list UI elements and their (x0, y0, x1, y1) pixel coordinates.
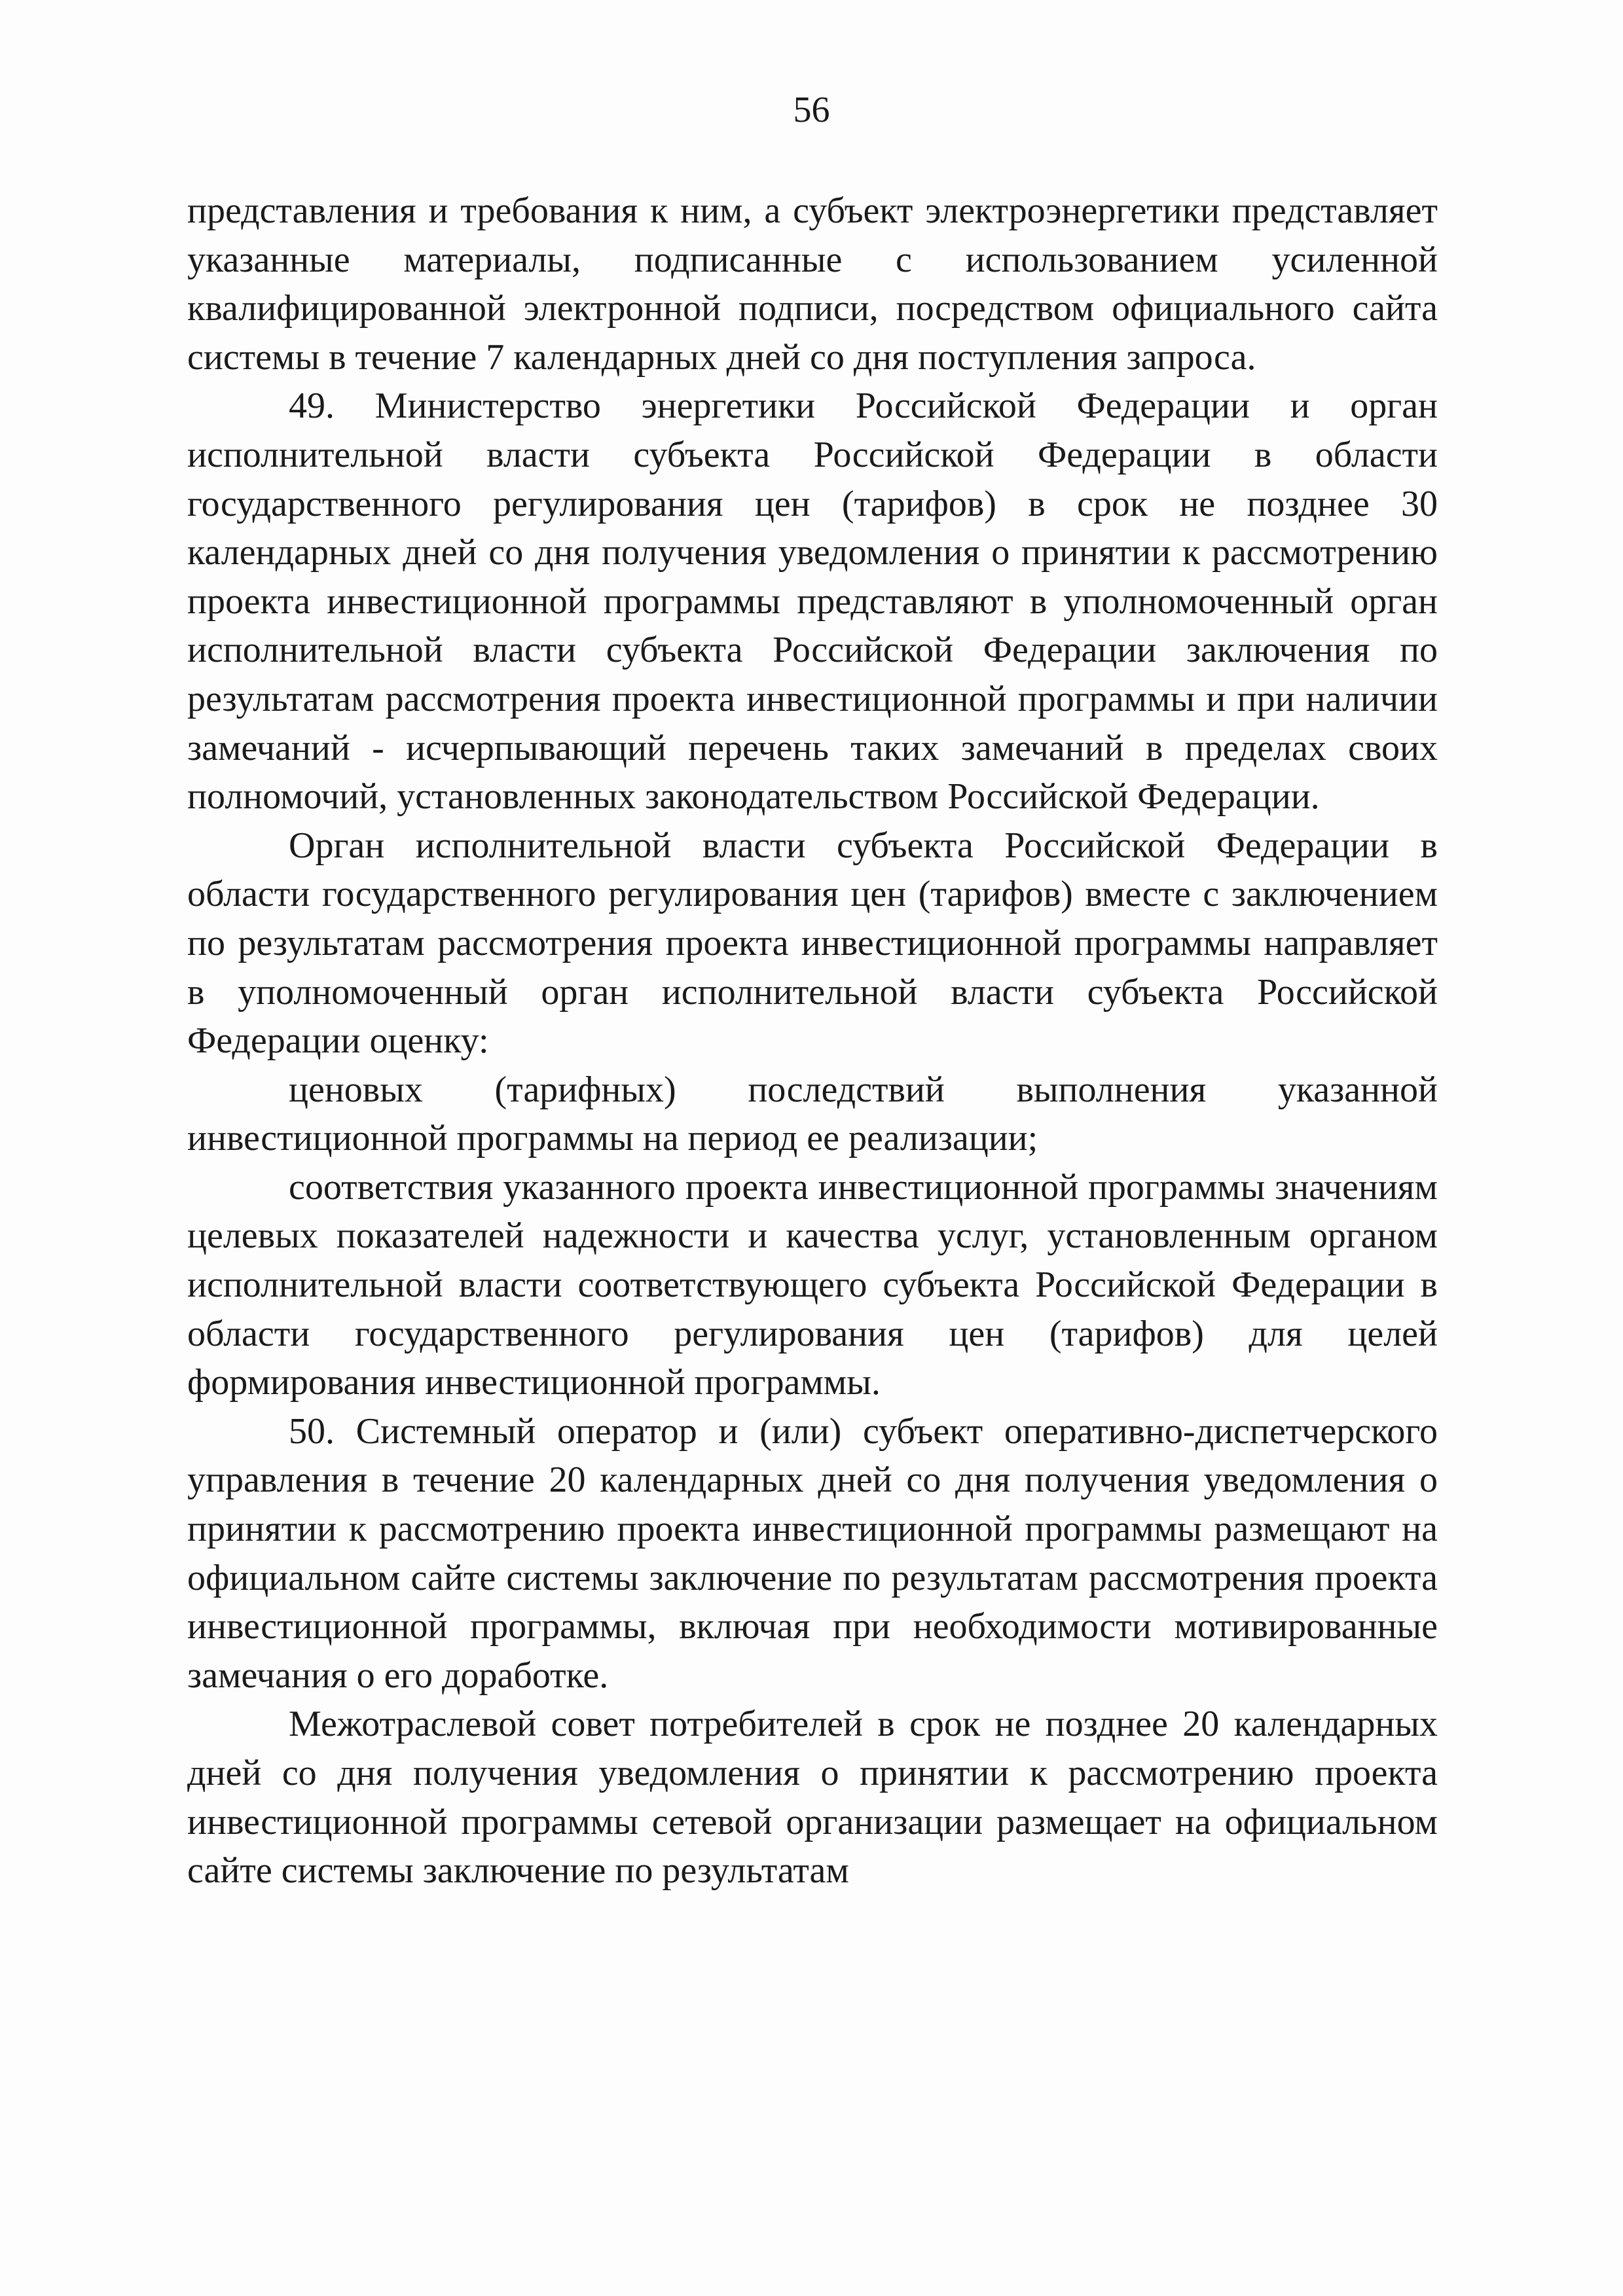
paragraph-item-50: 50. Системный оператор и (или) субъект оперативно-диспетчерского управления в течение 20 календарных дней со дня получения уведомления о принятии к рассмотрению проекта инвестиционной программы размещают на официальном сайте системы заключение по результатам рассмотрения проекта инвестиционной программы, включая при необходимости мотивированные замечания о его доработке. (187, 1410, 1438, 1696)
paragraph-item-49: 49. Министерство энергетики Российской Федерации и орган исполнительной власти субъекта Российской Федерации в области государственного регулирования цен (тарифов) в срок не позднее 30 календарных дней со дня получения уведомления о принятии к рассмотрению проекта инвестиционной программы представляют в уполномоченный орган исполнительной власти субъекта Российской Федерации заключения по результатам рассмотрения проекта инвестиционной программы и при наличии замечаний - исчерпывающий перечень таких замечаний в пределах своих полномочий, установленных законодательством Российской Федерации. (187, 386, 1438, 817)
paragraph-compliance: соответствия указанного проекта инвестиционной программы значениям целевых показателей надежности и качества услуг, установленным органом исполнительной власти соответствующего субъекта Российской Федерации в области государственного регулирования цен (тарифов) для целей формирования инвестиционной программы. (187, 1166, 1438, 1403)
paragraph-regional-authority: Орган исполнительной власти субъекта Российской Федерации в области государственного регулирования цен (тарифов) вместе с заключением по результатам рассмотрения проекта инвестиционной программы направляет в уполномоченный орган исполнительной власти субъекта Российской Федерации оценку: (187, 825, 1438, 1062)
page-number: 56 (793, 90, 830, 130)
paragraph-continuation: представления и требования к ним, а субъект электроэнергетики представляет указанные материалы, подписанные с использованием усиленной квалифицированной электронной подписи, посредством официального сайта системы в течение 7 календарных дней со дня поступления запроса. (187, 190, 1438, 378)
document-body (187, 187, 1438, 1895)
paragraph-consumer-council: Межотраслевой совет потребителей в срок не позднее 20 календарных дней со дня получения уведомления о принятии к рассмотрению проекта инвестиционной программы сетевой организации размещает на официальном сайте системы заключение по результатам (187, 1704, 1438, 1892)
paragraph-price-consequences: ценовых (тарифных) последствий выполнения указанной инвестиционной программы на период ее реализации; (187, 1069, 1438, 1159)
